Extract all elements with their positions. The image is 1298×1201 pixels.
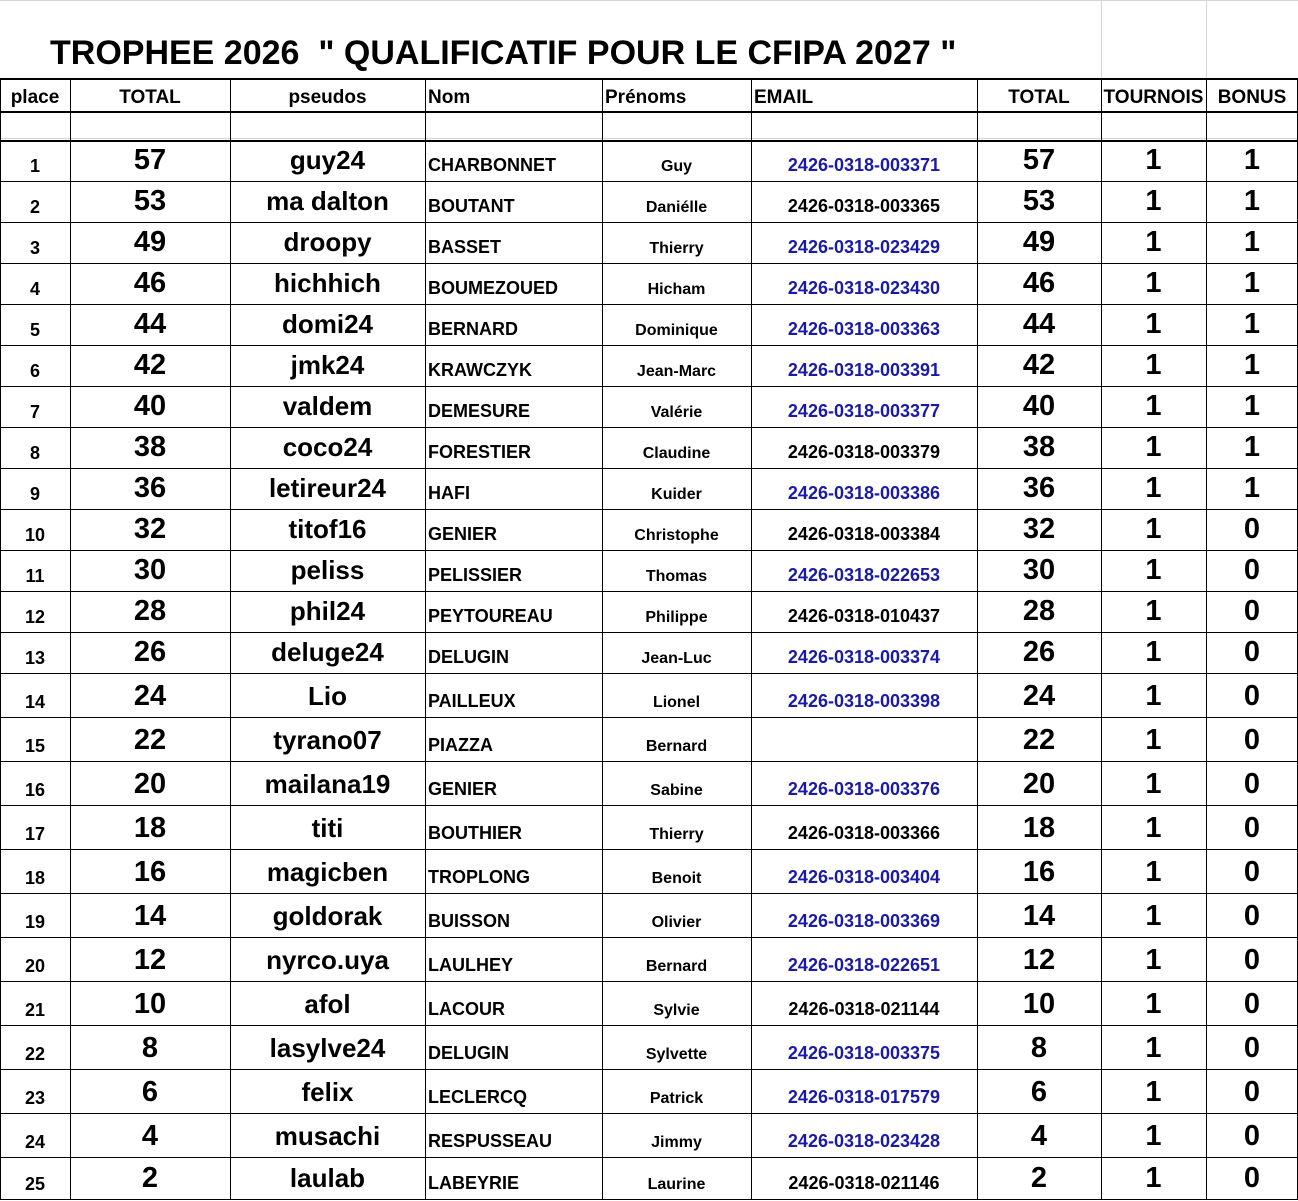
- cell-place: 22: [24, 1044, 46, 1064]
- page-title: TROPHEE 2026 " QUALIFICATIF POUR LE CFIPA 2027 ": [50, 34, 957, 72]
- cell-nom: PEYTOUREAU: [428, 606, 553, 626]
- cell-total: 4: [141, 1120, 159, 1152]
- cell-prenom: Guy: [660, 158, 693, 175]
- cell-tournois: 1: [1145, 595, 1162, 627]
- cell-total: 10: [133, 988, 167, 1020]
- cell-bonus: 1: [1243, 390, 1261, 422]
- cell-nom: FORESTIER: [428, 442, 532, 462]
- cell-total: 14: [133, 900, 167, 932]
- cell-total2: 53: [1022, 185, 1056, 217]
- cell-tournois: 1: [1145, 724, 1162, 756]
- cell-pseudo: mailana19: [264, 769, 391, 799]
- header-place: place: [10, 87, 60, 108]
- cell-total2: 6: [1030, 1076, 1048, 1108]
- cell-email: 2426-0318-003377: [787, 401, 941, 421]
- cell-email: 2426-0318-003391: [787, 360, 941, 380]
- cell-nom: TROPLONG: [428, 867, 530, 887]
- cell-total: 40: [133, 390, 167, 422]
- cell-total: 53: [133, 185, 167, 217]
- cell-total2: 18: [1022, 812, 1056, 844]
- cell-bonus: 1: [1243, 226, 1261, 258]
- cell-tournois: 1: [1145, 1076, 1162, 1108]
- cell-total2: 38: [1022, 431, 1056, 463]
- cell-total2: 10: [1022, 988, 1056, 1020]
- cell-pseudo: tyrano07: [273, 725, 382, 755]
- cell-prenom: Bernard: [645, 958, 708, 975]
- cell-email: [751, 717, 977, 761]
- cell-prenom: Jimmy: [651, 1134, 702, 1151]
- cell-email: 2426-0318-003371: [787, 155, 941, 175]
- cell-email: 2426-0318-003386: [787, 483, 941, 503]
- cell-email: 2426-0318-023429: [787, 237, 941, 257]
- cell-place: 18: [24, 868, 46, 888]
- cell-place: 11: [25, 566, 45, 586]
- cell-prenom: Lionel: [652, 694, 701, 711]
- header-email: EMAIL: [754, 87, 814, 108]
- cell-tournois: 1: [1145, 226, 1162, 258]
- grid-line: [1206, 0, 1207, 78]
- cell-nom: PAILLEUX: [428, 691, 516, 711]
- cell-prenom: Thierry: [649, 240, 704, 257]
- cell-total: 20: [133, 768, 167, 800]
- cell-nom: DELUGIN: [428, 647, 509, 667]
- cell-pseudo: titi: [311, 813, 344, 843]
- header-pseudos: pseudos: [288, 87, 367, 108]
- cell-total2: 28: [1022, 595, 1056, 627]
- cell-email: 2426-0318-017579: [787, 1087, 941, 1107]
- cell-total2: 8: [1030, 1032, 1048, 1064]
- header-tournois: TOURNOIS: [1103, 87, 1204, 108]
- cell-prenom: Thomas: [645, 568, 708, 585]
- cell-tournois: 1: [1145, 856, 1162, 888]
- cell-tournois: 1: [1145, 185, 1162, 217]
- cell-pseudo: deluge24: [271, 637, 384, 667]
- cell-nom: BASSET: [428, 237, 502, 257]
- cell-bonus: 0: [1243, 1120, 1261, 1152]
- cell-prenom: Claudine: [642, 445, 711, 462]
- cell-nom: GENIER: [428, 524, 498, 544]
- cell-prenom: Valérie: [650, 404, 703, 421]
- cell-bonus: 1: [1243, 185, 1261, 217]
- cell-total2: 30: [1022, 554, 1056, 586]
- cell-place: 20: [24, 956, 46, 976]
- cell-nom: LABEYRIE: [428, 1173, 520, 1193]
- cell-place: 2: [29, 197, 40, 217]
- cell-email: 2426-0318-023428: [787, 1131, 941, 1151]
- cell-email: 2426-0318-021146: [788, 1173, 940, 1193]
- cell-prenom: Daniélle: [645, 199, 708, 216]
- cell-total2: 32: [1022, 513, 1056, 545]
- cell-total: 36: [133, 472, 167, 504]
- cell-pseudo: letireur24: [268, 473, 387, 503]
- cell-total2: 22: [1022, 724, 1056, 756]
- cell-bonus: 1: [1243, 144, 1261, 176]
- cell-bonus: 1: [1243, 472, 1261, 504]
- grid-line: [0, 0, 1298, 1]
- cell-nom: PELISSIER: [428, 565, 523, 585]
- cell-nom: BOUTANT: [428, 196, 515, 216]
- cell-email: 2426-0318-003376: [787, 779, 941, 799]
- cell-bonus: 1: [1243, 267, 1261, 299]
- cell-email: 2426-0318-003398: [787, 691, 941, 711]
- cell-prenom: Jean-Marc: [636, 363, 717, 380]
- cell-pseudo: phil24: [289, 596, 366, 626]
- cell-pseudo: hichhich: [274, 268, 381, 298]
- cell-bonus: 0: [1243, 988, 1261, 1020]
- cell-email: 2426-0318-003384: [787, 524, 941, 544]
- cell-total: 16: [133, 856, 167, 888]
- cell-place: 16: [24, 780, 46, 800]
- cell-pseudo: ma dalton: [266, 186, 389, 216]
- cell-bonus: 0: [1243, 1162, 1261, 1194]
- cell-prenom: Sylvie: [653, 1002, 700, 1019]
- cell-place: 1: [29, 156, 40, 176]
- cell-total2: 24: [1022, 680, 1056, 712]
- cell-pseudo: musachi: [274, 1121, 381, 1151]
- cell-bonus: 0: [1243, 554, 1261, 586]
- cell-pseudo: peliss: [290, 555, 365, 585]
- header-nom: Nom: [428, 87, 471, 108]
- cell-tournois: 1: [1145, 900, 1162, 932]
- cell-bonus: 0: [1243, 944, 1261, 976]
- cell-total: 18: [133, 812, 167, 844]
- cell-bonus: 0: [1243, 513, 1261, 545]
- cell-total: 49: [133, 226, 167, 258]
- cell-bonus: 1: [1243, 308, 1261, 340]
- cell-total2: 49: [1022, 226, 1056, 258]
- cell-bonus: 0: [1243, 680, 1261, 712]
- cell-total: 28: [133, 595, 167, 627]
- cell-total2: 36: [1022, 472, 1056, 504]
- cell-pseudo: titof16: [288, 514, 367, 544]
- cell-nom: BUISSON: [428, 911, 511, 931]
- cell-place: 13: [24, 648, 46, 668]
- cell-bonus: 0: [1243, 1076, 1261, 1108]
- cell-nom: RESPUSSEAU: [428, 1131, 553, 1151]
- cell-total: 46: [133, 267, 167, 299]
- cell-total: 12: [133, 944, 167, 976]
- cell-nom: LACOUR: [428, 999, 505, 1019]
- header-total2: TOTAL: [1008, 87, 1070, 108]
- cell-tournois: 1: [1145, 472, 1162, 504]
- cell-total: 30: [133, 554, 167, 586]
- cell-total: 44: [133, 308, 167, 340]
- cell-prenom: Hicham: [647, 281, 706, 298]
- cell-pseudo: magicben: [266, 857, 389, 887]
- cell-total2: 12: [1022, 944, 1056, 976]
- cell-prenom: Sylvette: [645, 1046, 708, 1063]
- cell-place: 6: [29, 361, 40, 381]
- cell-place: 23: [24, 1088, 46, 1108]
- cell-place: 5: [29, 320, 40, 340]
- cell-total2: 44: [1022, 308, 1056, 340]
- cell-email: 2426-0318-003404: [787, 867, 941, 887]
- cell-tournois: 1: [1145, 554, 1162, 586]
- cell-place: 24: [24, 1132, 46, 1152]
- cell-pseudo: lasylve24: [269, 1033, 386, 1063]
- cell-pseudo: valdem: [282, 391, 373, 421]
- cell-prenom: Philippe: [645, 609, 708, 626]
- cell-email: 2426-0318-003375: [787, 1043, 941, 1063]
- cell-total2: 42: [1022, 349, 1056, 381]
- cell-pseudo: nyrco.uya: [266, 945, 389, 975]
- cell-total2: 2: [1030, 1162, 1048, 1194]
- cell-pseudo: laulab: [289, 1163, 366, 1193]
- cell-prenom: Thierry: [649, 826, 704, 843]
- cell-prenom: Dominique: [635, 322, 718, 339]
- cell-total2: 16: [1022, 856, 1056, 888]
- cell-pseudo: guy24: [289, 145, 366, 175]
- cell-prenom: Bernard: [645, 738, 708, 755]
- cell-total: 26: [133, 636, 167, 668]
- cell-bonus: 0: [1243, 812, 1261, 844]
- cell-total2: 4: [1030, 1120, 1048, 1152]
- cell-place: 10: [24, 525, 46, 545]
- cell-total: 42: [133, 349, 167, 381]
- cell-bonus: 0: [1243, 900, 1261, 932]
- cell-tournois: 1: [1145, 812, 1162, 844]
- cell-tournois: 1: [1145, 431, 1162, 463]
- cell-total2: 40: [1022, 390, 1056, 422]
- cell-place: 21: [24, 1000, 46, 1020]
- cell-place: 7: [29, 402, 40, 422]
- cell-nom: BOUMEZOUED: [428, 278, 558, 298]
- cell-email: 2426-0318-003365: [787, 196, 941, 216]
- cell-prenom: Benoit: [651, 870, 702, 887]
- cell-tournois: 1: [1145, 349, 1162, 381]
- cell-total: 32: [133, 513, 167, 545]
- cell-tournois: 1: [1145, 768, 1162, 800]
- cell-nom: KRAWCZYK: [428, 360, 532, 380]
- cell-nom: BOUTHIER: [428, 823, 522, 843]
- cell-total: 8: [141, 1032, 159, 1064]
- cell-pseudo: jmk24: [290, 350, 365, 380]
- cell-pseudo: coco24: [282, 432, 373, 462]
- cell-total2: 14: [1022, 900, 1056, 932]
- cell-place: 3: [29, 238, 40, 258]
- cell-email: 2426-0318-010437: [787, 606, 941, 626]
- grid-line: [0, 138, 1298, 139]
- cell-prenom: Jean-Luc: [641, 650, 712, 667]
- cell-pseudo: felix: [301, 1077, 354, 1107]
- cell-place: 19: [24, 912, 46, 932]
- cell-place: 8: [29, 443, 40, 463]
- cell-nom: PIAZZA: [428, 735, 493, 755]
- cell-prenom: Laurine: [647, 1176, 706, 1193]
- header-bonus: BONUS: [1217, 87, 1287, 108]
- cell-email: 2426-0318-022651: [787, 955, 941, 975]
- cell-total: 57: [133, 144, 167, 176]
- cell-bonus: 1: [1243, 349, 1261, 381]
- cell-prenom: Olivier: [651, 914, 702, 931]
- cell-bonus: 0: [1243, 1032, 1261, 1064]
- cell-pseudo: afol: [304, 989, 351, 1019]
- cell-prenom: Christophe: [634, 527, 719, 544]
- cell-bonus: 0: [1243, 724, 1261, 756]
- cell-total2: 20: [1022, 768, 1056, 800]
- cell-nom: HAFI: [428, 483, 470, 503]
- cell-nom: GENIER: [428, 779, 498, 799]
- cell-total2: 46: [1022, 267, 1056, 299]
- cell-tournois: 1: [1145, 308, 1162, 340]
- cell-bonus: 0: [1243, 595, 1261, 627]
- cell-tournois: 1: [1145, 144, 1162, 176]
- grid-line: [1101, 0, 1102, 78]
- cell-place: 9: [29, 484, 40, 504]
- cell-pseudo: domi24: [281, 309, 374, 339]
- cell-total: 2: [141, 1162, 159, 1194]
- cell-prenom: Patrick: [649, 1090, 704, 1107]
- cell-email: 2426-0318-023430: [787, 278, 941, 298]
- cell-tournois: 1: [1145, 636, 1162, 668]
- header-bottom-border: [0, 111, 1298, 113]
- cell-bonus: 0: [1243, 768, 1261, 800]
- cell-email: 2426-0318-003369: [787, 911, 941, 931]
- cell-nom: BERNARD: [428, 319, 518, 339]
- cell-prenom: Sabine: [650, 782, 703, 799]
- cell-place: 12: [24, 607, 46, 627]
- header-total: TOTAL: [119, 87, 181, 108]
- cell-email: 2426-0318-003363: [787, 319, 941, 339]
- cell-bonus: 1: [1243, 431, 1261, 463]
- cell-pseudo: Lio: [308, 681, 347, 711]
- cell-email: 2426-0318-003374: [787, 647, 941, 667]
- cell-email: 2426-0318-022653: [787, 565, 941, 585]
- cell-tournois: 1: [1145, 513, 1162, 545]
- cell-tournois: 1: [1145, 1120, 1162, 1152]
- cell-total: 22: [133, 724, 167, 756]
- row-border: [0, 1199, 1298, 1200]
- cell-tournois: 1: [1145, 988, 1162, 1020]
- header-prenoms: Prénoms: [605, 87, 687, 108]
- cell-place: 15: [24, 736, 46, 756]
- cell-email: 2426-0318-003379: [787, 442, 941, 462]
- cell-total2: 57: [1022, 144, 1056, 176]
- cell-place: 25: [24, 1174, 46, 1194]
- cell-email: 2426-0318-003366: [787, 823, 941, 843]
- cell-bonus: 0: [1243, 856, 1261, 888]
- cell-prenom: Kuider: [651, 486, 702, 503]
- cell-tournois: 1: [1145, 944, 1162, 976]
- cell-nom: LECLERCQ: [428, 1087, 527, 1107]
- cell-place: 14: [24, 692, 46, 712]
- cell-nom: DELUGIN: [428, 1043, 509, 1063]
- cell-total: 24: [133, 680, 167, 712]
- cell-nom: DEMESURE: [428, 401, 531, 421]
- cell-total: 6: [141, 1076, 159, 1108]
- cell-total: 38: [133, 431, 167, 463]
- cell-tournois: 1: [1145, 1162, 1162, 1194]
- cell-bonus: 0: [1243, 636, 1261, 668]
- cell-place: 17: [24, 824, 46, 844]
- cell-tournois: 1: [1145, 267, 1162, 299]
- cell-total2: 26: [1022, 636, 1056, 668]
- cell-nom: LAULHEY: [428, 955, 513, 975]
- cell-nom: CHARBONNET: [428, 155, 556, 175]
- cell-tournois: 1: [1145, 680, 1162, 712]
- cell-pseudo: goldorak: [272, 901, 383, 931]
- cell-email: 2426-0318-021144: [788, 999, 940, 1019]
- cell-place: 4: [29, 279, 40, 299]
- cell-pseudo: droopy: [283, 227, 372, 257]
- cell-tournois: 1: [1145, 1032, 1162, 1064]
- cell-tournois: 1: [1145, 390, 1162, 422]
